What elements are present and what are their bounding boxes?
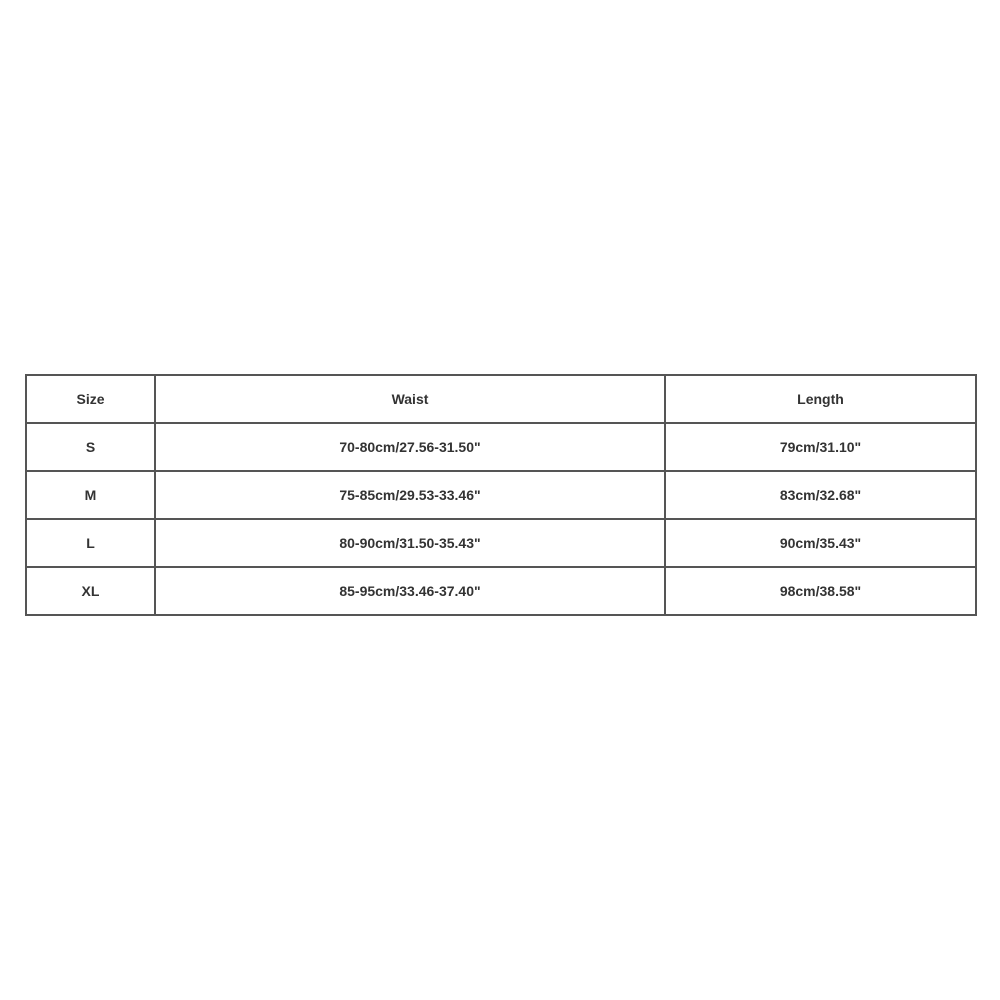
cell-size: S [26,423,155,471]
table-row [26,471,976,519]
cell-size: L [26,519,155,567]
cell-length: 90cm/35.43" [665,519,976,567]
table-header-row [26,375,976,423]
cell-waist: 85-95cm/33.46-37.40" [155,567,665,615]
cell-waist: 70-80cm/27.56-31.50" [155,423,665,471]
header-waist: Waist [155,375,665,423]
cell-length: 98cm/38.58" [665,567,976,615]
cell-waist: 75-85cm/29.53-33.46" [155,471,665,519]
header-size: Size [26,375,155,423]
size-chart-table [25,374,977,616]
table-row [26,423,976,471]
table-row [26,567,976,615]
header-length: Length [665,375,976,423]
cell-size: XL [26,567,155,615]
cell-length: 79cm/31.10" [665,423,976,471]
cell-size: M [26,471,155,519]
table-row [26,519,976,567]
cell-waist: 80-90cm/31.50-35.43" [155,519,665,567]
cell-length: 83cm/32.68" [665,471,976,519]
